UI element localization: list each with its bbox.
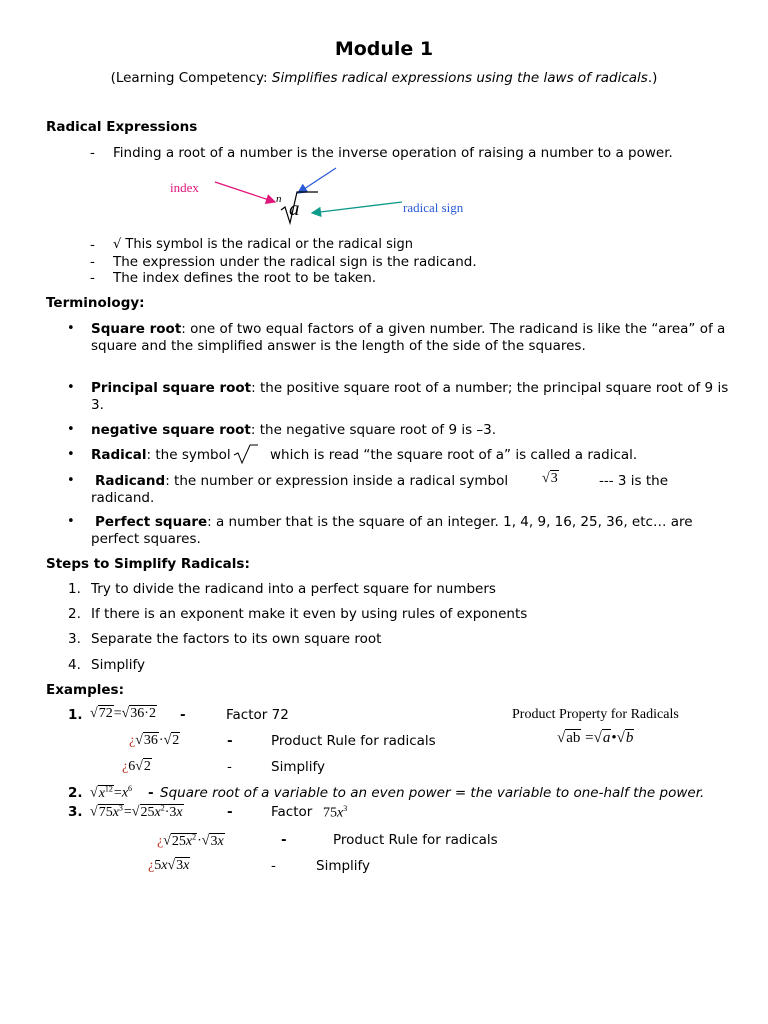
bullet: • <box>67 514 75 529</box>
term-label: Radicand <box>95 473 166 489</box>
example3-step1: Factor <box>271 804 313 820</box>
subtitle-prefix: (Learning Competency: <box>110 70 272 86</box>
dash-bullet: - <box>90 270 95 286</box>
term-square-root <box>91 321 731 355</box>
term-text: : the negative square root of 9 is –3. <box>250 422 497 438</box>
step-item: Separate the factors to its own square root <box>91 631 382 647</box>
dash: - <box>180 707 186 723</box>
example1-step2: Product Rule for radicals <box>271 733 436 749</box>
term-text: : one of two equal factors of a given number. The radicand is like the “area” of a square and the simplified answer is the length of the side of the squares. <box>91 321 726 354</box>
subtitle-suffix: .) <box>647 70 658 86</box>
bullet: • <box>67 447 75 462</box>
term-radical-continued: which is read “the square root of a” is called a radical. <box>270 447 638 463</box>
step-item: Simplify <box>91 657 146 673</box>
term-text: : a number that is the square of an integer. 1, 4, 9, 16, 25, 36, etc… are perfect squares. <box>91 514 693 547</box>
example3-factor-expression: $75x^3$ <box>323 804 348 821</box>
step-number: 1. <box>68 581 81 597</box>
step-item: Try to divide the radicand into a perfect square for numbers <box>91 581 496 597</box>
index-n: n <box>276 193 282 205</box>
dash: - <box>227 759 232 775</box>
example1-step1: Factor 72 <box>226 707 289 723</box>
example1-step3: Simplify <box>271 759 326 775</box>
example2-equation: $√x^{12}=x^6$ <box>90 784 133 801</box>
terminology-heading: Terminology: <box>46 295 145 311</box>
dash-bullet: - <box>90 145 95 161</box>
learning-competency <box>0 70 768 86</box>
radical-symbol-icon <box>232 442 260 466</box>
step-item: If there is an exponent make it even by using rules of exponents <box>91 606 528 622</box>
examples-heading: Examples: <box>46 682 124 698</box>
index-text: The index defines the root to be taken. <box>113 270 377 286</box>
term-label: Radical <box>91 447 147 463</box>
example2-text: Square root of a variable to an even power = the variable to one-half the power. <box>160 785 705 801</box>
example-number: 3. <box>68 804 83 820</box>
example3-equation: $√75x^3=√25x^2\cdot 3x$ <box>90 803 183 820</box>
product-property-title: Product Property for Radicals <box>512 707 679 722</box>
dash: - <box>281 832 287 848</box>
term-label: Perfect square <box>95 514 208 530</box>
term-label: Principal square root <box>91 380 252 396</box>
step-number: 4. <box>68 657 81 673</box>
dash: - <box>148 785 154 801</box>
radical-diagram <box>160 160 490 230</box>
term-perfect-square <box>91 514 731 548</box>
step-number: 3. <box>68 631 81 647</box>
dash-bullet: - <box>90 237 95 253</box>
example3-step3-expression: ¿5x√3x <box>148 858 190 873</box>
sqrt-3-expression: √3 <box>542 471 558 486</box>
term-text-after: --- 3 is the radicand. <box>91 473 669 506</box>
product-property-formula: √ab =√a•√b <box>557 730 634 746</box>
page-title: Module 1 <box>334 38 434 60</box>
example1-step3-expression: ¿6√2 <box>122 759 151 774</box>
example1-equation: √72=√36·2 <box>90 706 156 721</box>
example3-step2-expression: ¿$√25x^2\cdot√3x$ <box>157 832 224 849</box>
example1-step2-expression: ¿√36·√2 <box>129 733 180 748</box>
index-label: index <box>170 180 199 195</box>
example-number: 1. <box>68 707 83 723</box>
radical-expressions-heading: Radical Expressions <box>46 119 198 135</box>
step-number: 2. <box>68 606 81 622</box>
subtitle-italic: Simplifies radical expressions using the laws of radicals <box>271 70 648 86</box>
term-text: : the symbol <box>146 447 231 463</box>
steps-heading: Steps to Simplify Radicals: <box>46 556 250 572</box>
dash: - <box>227 733 233 749</box>
term-label: Square root <box>91 321 182 337</box>
term-label: negative square root <box>91 422 251 438</box>
dash-bullet: - <box>90 254 95 270</box>
dash: - <box>227 804 233 820</box>
radicand-text: The expression under the radical sign is the radicand. <box>113 254 477 270</box>
bullet: • <box>67 321 75 336</box>
bullet: • <box>67 422 75 437</box>
radical-symbol-text: √ This symbol is the radical or the radical sign <box>113 237 414 252</box>
bullet: • <box>67 380 75 395</box>
radicand-example-wrap <box>91 473 731 507</box>
term-negative-square-root <box>91 422 496 438</box>
dash: - <box>271 858 276 874</box>
bullet: • <box>67 473 75 488</box>
term-text: : the number or expression inside a radical symbol <box>165 473 509 489</box>
root-definition-text: Finding a root of a number is the inverse operation of raising a number to a power. <box>113 145 673 161</box>
term-text: : the positive square root of a number; the principal square root of 9 is 3. <box>91 380 729 413</box>
term-principal-square-root <box>91 380 731 414</box>
example3-step2: Product Rule for radicals <box>333 832 498 848</box>
example3-step3: Simplify <box>316 858 371 874</box>
term-radical <box>91 447 231 463</box>
radical-sign-label: radical sign <box>403 200 464 215</box>
example-number: 2. <box>68 785 83 801</box>
radicand-a: a <box>289 196 300 220</box>
